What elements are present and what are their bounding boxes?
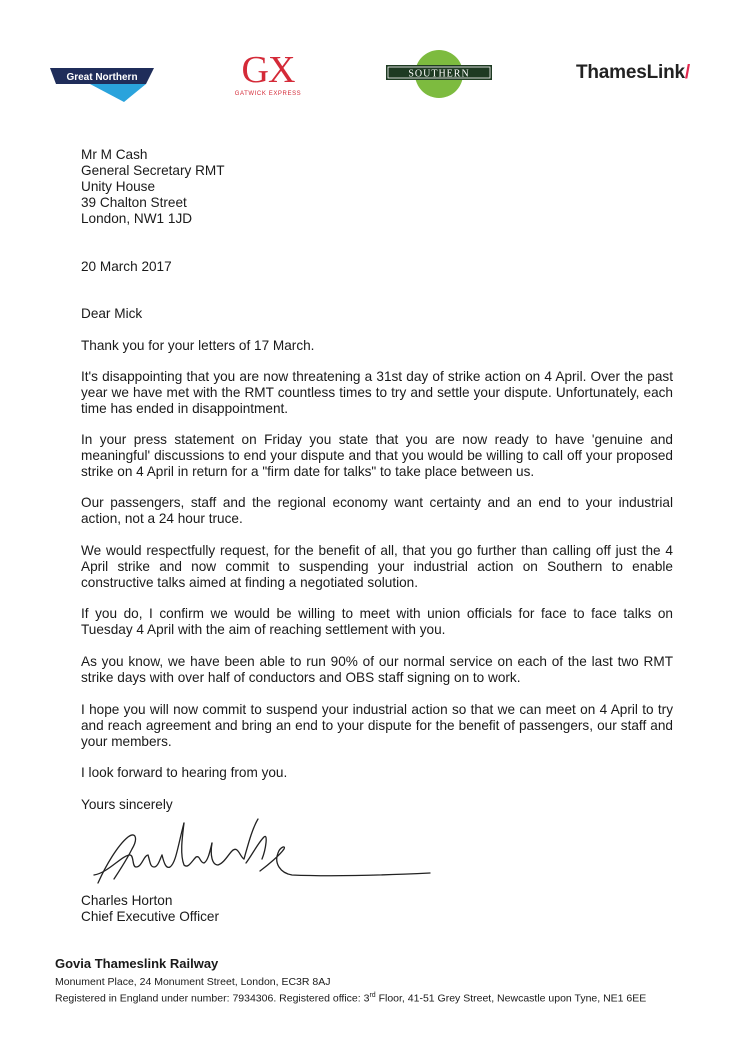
footer-company: Govia Thameslink Railway (55, 956, 219, 971)
signatory-title: Chief Executive Officer (81, 909, 220, 924)
paragraph: In your press statement on Friday you state that you are now ready to have 'genuine and meaningful' discussions to end your dispute and that you would be willing to call off your proposed strike on 4 April in return for a "firm date for talks" to take place between us. (81, 432, 673, 479)
registration-prefix: Registered in England under number: 7934306. Registered office: 3 (55, 992, 370, 1005)
gx-letters: GX (241, 49, 295, 91)
recipient-building: Unity House (81, 179, 156, 194)
footer-address: Monument Place, 24 Monument Street, London, EC3R 8AJ (55, 976, 331, 988)
thameslink-text: ThamesLink (576, 62, 685, 83)
gatwick-express-logo (228, 49, 308, 100)
recipient-name: Mr M Cash (81, 147, 148, 162)
thameslink-logo (576, 62, 690, 84)
great-northern-text: Great Northern (66, 72, 138, 83)
registration-suffix: Floor, 41-51 Grey Street, Newcastle upon Tyne, NE1 6EE (375, 992, 647, 1005)
recipient-street: 39 Chalton Street (81, 195, 187, 210)
closing: Yours sincerely (81, 797, 173, 812)
gatwick-express-text: GATWICK EXPRESS (234, 91, 302, 97)
thameslink-slash: / (684, 62, 690, 83)
footer-registration (55, 992, 735, 1005)
paragraph: Our passengers, staff and the regional economy want certainty and an end to your industrial action, not a 24 hour truce. (81, 495, 673, 526)
paragraph: We would respectfully request, for the benefit of all, that you go further than calling off just the 4 April strike and now commit to suspending your industrial action on Southern to enable constructive talks aimed at finding a negotiated solution. (81, 543, 673, 590)
southern-logo (386, 50, 492, 98)
southern-text: SOUTHERN (408, 68, 470, 80)
letter-date: 20 March 2017 (81, 259, 172, 274)
paragraph: If you do, I confirm we would be willing to meet with union officials for face to face talks on Tuesday 4 April with the aim of reaching settlement with you. (81, 606, 673, 637)
paragraph: I hope you will now commit to suspend your industrial action so that we can meet on 4 April to try and reach agreement and bring an end to your dispute for the benefit of passengers, our staff and your members. (81, 702, 673, 749)
salutation: Dear Mick (81, 306, 143, 321)
paragraph: Thank you for your letters of 17 March. (81, 338, 315, 353)
paragraph: I look forward to hearing from you. (81, 765, 288, 780)
paragraph: It's disappointing that you are now threatening a 31st day of strike action on 4 April. Over the past year we have met with the RMT countless times to try and settle your dispute. Unfortunately, each time has ended in disappointment. (81, 369, 673, 416)
paragraph: As you know, we have been able to run 90% of our normal service on each of the last two RMT strike days with over half of conductors and OBS staff signing on to work. (81, 654, 673, 685)
recipient-title: General Secretary RMT (81, 163, 225, 178)
recipient-city: London, NW1 1JD (81, 211, 193, 226)
handwritten-signature (88, 815, 438, 895)
registration-sup: rd (369, 992, 376, 999)
recipient-address (81, 147, 673, 227)
great-northern-logo (50, 64, 154, 104)
signatory-name: Charles Horton (81, 893, 173, 908)
